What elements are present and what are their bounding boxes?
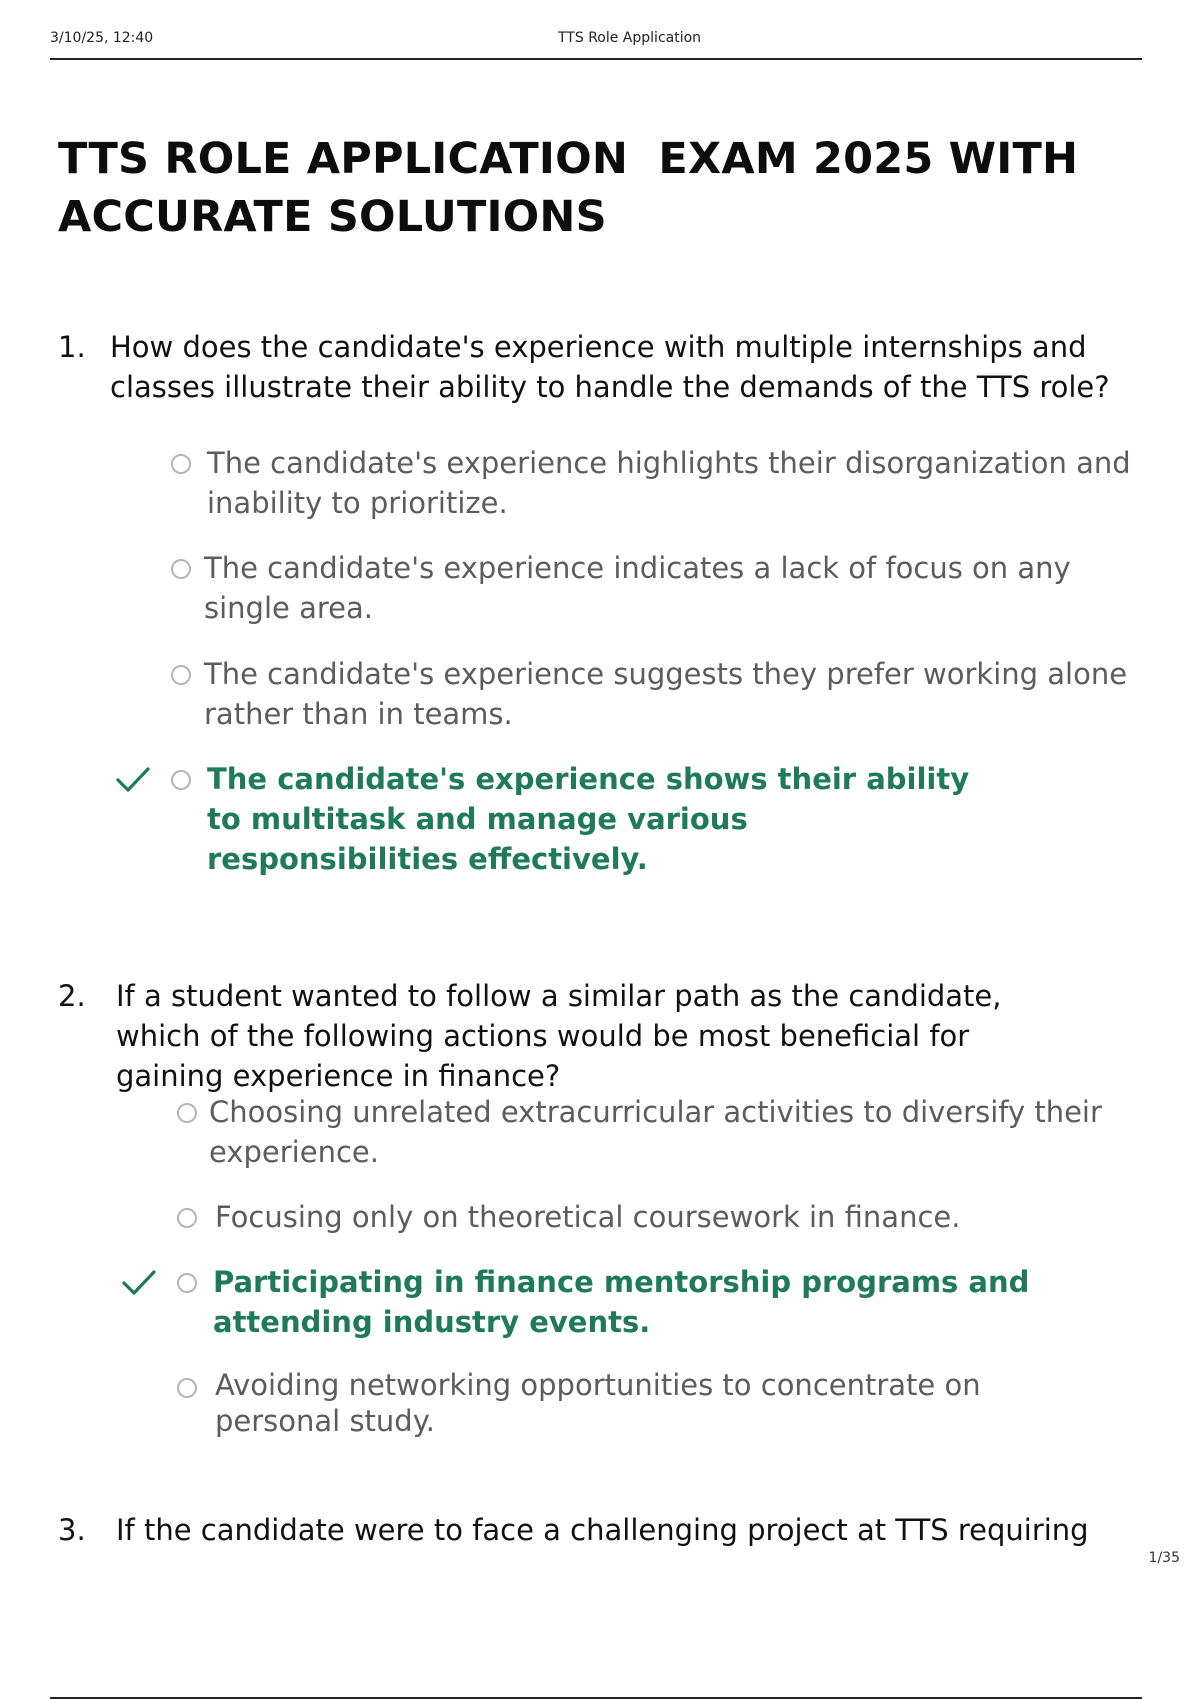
radio-circle-icon[interactable] [177,1273,197,1293]
radio-circle-icon[interactable] [171,559,191,579]
question-2 [58,976,1138,1476]
check-icon [115,765,151,795]
radio-circle-icon[interactable] [171,665,191,685]
radio-circle-icon[interactable] [177,1208,197,1228]
footer-divider [50,1697,1142,1699]
print-date: 3/10/25, 12:40 [50,30,154,46]
option-text: Participating in finance mentorship programs and attending industry events. [213,1265,1030,1339]
check-icon [121,1268,157,1298]
option-text: The candidate's experience suggests they prefer working alone rather than in teams. [204,657,1128,731]
option-text: The candidate's experience shows their ability to multitask and manage various responsibilities effectively. [207,762,970,876]
radio-circle-icon[interactable] [171,770,191,790]
question-number: 1. [58,330,86,364]
question-number: 3. [58,1513,86,1547]
option-text: Avoiding networking opportunities to concentrate on personal study. [215,1368,981,1438]
question-1 [58,327,1138,887]
question-3 [58,1510,1138,1552]
page-number: 1/35 [1148,1550,1180,1566]
question-text: How does the candidate's experience with multiple internships and classes illustrate their ability to handle the demands of the TTS role? [110,330,1110,404]
option-text: Choosing unrelated extracurricular activities to diversify their experience. [209,1095,1102,1169]
option-text: The candidate's experience indicates a lack of focus on any single area. [204,551,1071,625]
question-text: If a student wanted to follow a similar path as the candidate, which of the following actions would be most beneficial for gaining experience in finance? [116,979,1002,1093]
radio-circle-icon[interactable] [171,454,191,474]
radio-circle-icon[interactable] [177,1103,197,1123]
question-text: If the candidate were to face a challenging project at TTS requiring [116,1513,1089,1547]
question-number: 2. [58,979,86,1013]
option-text: The candidate's experience highlights their disorganization and inability to prioritize. [207,446,1131,520]
document-title: TTS ROLE APPLICATION EXAM 2025 WITH ACCURATE SOLUTIONS [58,134,1094,242]
option-text: Focusing only on theoretical coursework in finance. [215,1200,961,1234]
print-header [50,28,1142,60]
radio-circle-icon[interactable] [177,1378,197,1398]
print-doc-name: TTS Role Application [558,30,702,46]
